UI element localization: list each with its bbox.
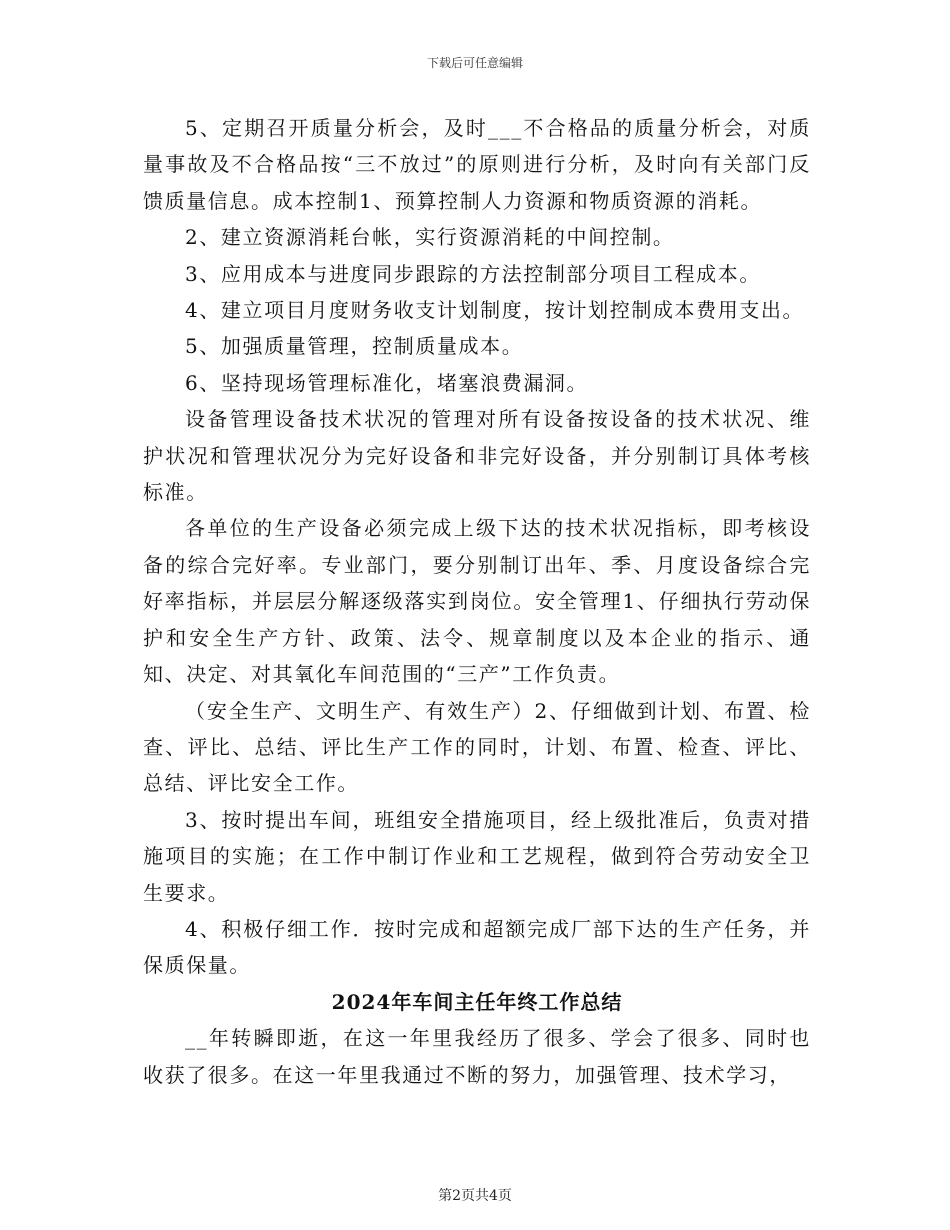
page-footer: 第2页共4页 <box>438 1188 512 1204</box>
section-title: 2024年车间主任年终工作总结 <box>331 989 623 1014</box>
page-header: 下载后可任意编辑 <box>426 56 523 70</box>
paragraph-11: 4、积极仔细工作．按时完成和超额完成厂部下达的生产任务，并保质保量。 <box>143 916 811 978</box>
section-paragraph-1: __年转瞬即逝，在这一年里我经历了很多、学会了很多、同时也收获了很多。在这一年里我通过不断的努力，加强管理、技术学习， <box>143 1026 811 1087</box>
paragraph-3: 3、应用成本与进度同步跟踪的方法控制部分项目工程成本。 <box>185 261 761 286</box>
paragraph-10: 3、按时提出车间，班组安全措施项目，经上级批准后，负责对措施项目的实施；在工作中制订作业和工艺规程，做到符合劳动安全卫生要求。 <box>143 807 811 905</box>
paragraph-7: 设备管理设备技术状况的管理对所有设备按设备的技术状况、维护状况和管理状况分为完好设备和非完好设备，并分别制订具体考核标准。 <box>143 407 811 505</box>
paragraph-1: 5、定期召开质量分析会，及时___不合格品的质量分析会，对质量事故及不合格品按“三不放过”的原则进行分析，及时向有关部门反馈质量信息。成本控制1、预算控制人力资源和物质资源的消耗。 <box>143 116 811 213</box>
paragraph-6: 6、坚持现场管理标准化，堵塞浪费漏洞。 <box>185 370 589 395</box>
paragraph-5: 5、加强质量管理，控制质量成本。 <box>185 334 524 359</box>
paragraph-4: 4、建立项目月度财务收支计划制度，按计划控制成本费用支出。 <box>185 298 805 323</box>
paragraph-9: （安全生产、文明生产、有效生产）2、仔细做到计划、布置、检查、评比、总结、评比生产工作的同时，计划、布置、检查、评比、总结、评比安全工作。 <box>143 698 811 796</box>
paragraph-2: 2、建立资源消耗台帐，实行资源消耗的中间控制。 <box>185 225 675 250</box>
document-body <box>143 110 811 1093</box>
paragraph-8: 各单位的生产设备必须完成上级下达的技术状况指标，即考核设备的综合完好率。专业部门，要分别制订出年、季、月度设备综合完好率指标，并层层分解逐级落实到岗位。安全管理1、仔细执行劳动保护和安全生产方针、政策、法令、规章制度以及本企业的指示、通知、决定、对其氧化车间范围的“三产”工作负责。 <box>143 516 811 687</box>
